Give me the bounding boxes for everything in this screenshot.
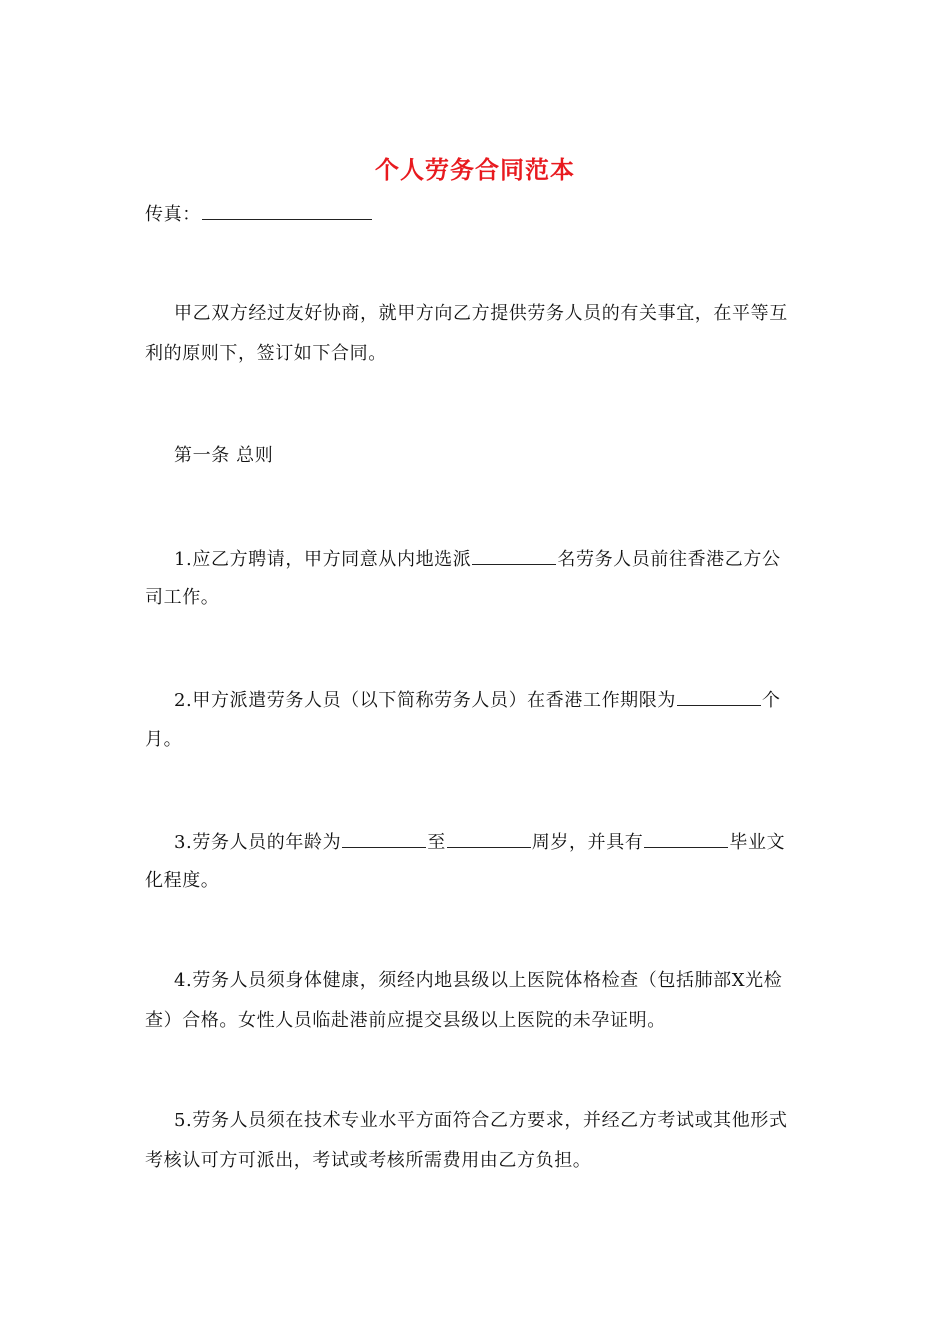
item-3-text-c: 周岁，并具有 — [531, 832, 644, 853]
item-3-text-d: 毕业文 — [729, 832, 786, 853]
item-3-line-2: 化程度。 — [145, 870, 220, 891]
item-4-line-1: 4.劳务人员须身体健康，须经内地县级以上医院体格检查（包括肺部X光检 — [174, 970, 783, 991]
item-4-line-2: 查）合格。女性人员临赴港前应提交县级以上医院的未孕证明。 — [145, 1010, 666, 1031]
article-1-heading: 第一条 总则 — [174, 445, 274, 466]
item-5-line-2: 考核认可方可派出，考试或考核所需费用由乙方负担。 — [145, 1150, 592, 1171]
item-2-blank — [677, 687, 761, 706]
item-2-text-a: 2.甲方派遣劳务人员（以下简称劳务人员）在香港工作期限为 — [174, 690, 676, 711]
item-2-text-b: 个 — [761, 690, 781, 711]
item-1-line-1 — [174, 546, 844, 573]
fax-line — [145, 201, 815, 228]
fax-label: 传真： — [145, 204, 201, 225]
item-3-blank-3 — [644, 829, 728, 848]
item-1-text-b: 名劳务人员前往香港乙方公 — [557, 549, 781, 570]
item-2-line-2: 月。 — [145, 729, 183, 750]
item-3-blank-1 — [342, 829, 426, 848]
item-3-text-b: 至 — [427, 832, 446, 853]
intro-line-1: 甲乙双方经过友好协商，就甲方向乙方提供劳务人员的有关事宜，在平等互 — [174, 303, 788, 324]
item-5-line-1: 5.劳务人员须在技术专业水平方面符合乙方要求，并经乙方考试或其他形式 — [174, 1110, 788, 1131]
document-title: 个人劳务合同范本 — [375, 155, 575, 184]
intro-line-2: 利的原则下，签订如下合同。 — [145, 343, 387, 364]
item-3-text-a: 3.劳务人员的年龄为 — [174, 832, 342, 853]
item-1-text-a: 1.应乙方聘请，甲方同意从内地选派 — [174, 549, 472, 570]
item-2-line-1 — [174, 687, 844, 714]
item-3-blank-2 — [447, 829, 531, 848]
item-1-blank — [472, 546, 556, 565]
item-1-line-2: 司工作。 — [145, 587, 220, 608]
item-3-line-1 — [174, 829, 844, 856]
fax-blank — [202, 201, 372, 220]
